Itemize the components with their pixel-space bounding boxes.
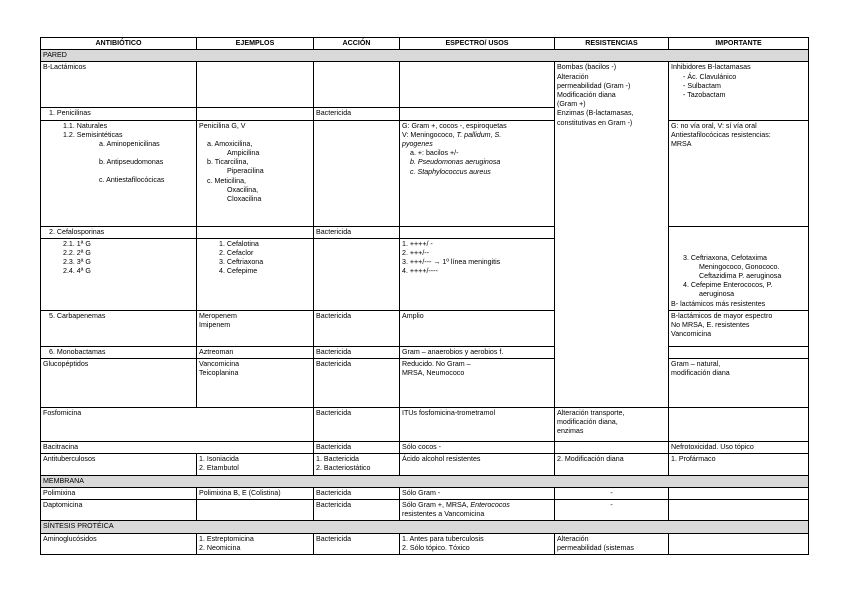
section-row-pared — [41, 50, 809, 62]
penicilinas-ejemplos: Penicilina G, V a. Amoxicilina, Ampicilina b. Ticarcilina, Piperacilina c. Meticilina, Oxacilina, Cloxacilina — [197, 120, 314, 226]
bacitracina-label: Bacitracina — [41, 442, 314, 454]
cefalosporinas-importante: 3. Ceftriaxona, Cefotaxima Meningococo, Gonococo. Ceftazidima P. aeruginosa 4. Cefepime Enterococos, P. aeruginosa B- lactámicos más resistentes — [669, 226, 809, 310]
section-title: PARED — [41, 50, 809, 62]
table-row — [41, 442, 809, 454]
polimixina-label: Polimixina — [41, 487, 197, 499]
section-title: SÍNTESIS PROTÉICA — [41, 521, 809, 533]
table-row — [41, 310, 809, 346]
cefalosporinas-accion: Bactericida — [314, 226, 400, 238]
header-importante: IMPORTANTE — [669, 38, 809, 50]
penicilinas-importante: G: no vía oral, V: sí vía oral Antiestafilocócicas resistencias: MRSA — [669, 120, 809, 226]
carbapenemas-espectro: Amplio — [400, 310, 555, 346]
antituberculosos-resistencias: 2. Modificación diana — [555, 454, 669, 475]
cefalosporinas-espectro: 1. ++++/ - 2. +++/-- 3. +++/--- → 1º línea meningitis 4. ++++/---- — [400, 238, 555, 310]
table-row — [41, 408, 809, 442]
table-row — [41, 533, 809, 554]
header-ejemplos: EJEMPLOS — [197, 38, 314, 50]
header-antibiotico: ANTIBIÓTICO — [41, 38, 197, 50]
glucopeptidos-ejemplos: Vancomicina Teicoplanina — [197, 359, 314, 408]
penicilinas-label: 1. Penicilinas — [41, 108, 197, 120]
antibiotics-table — [40, 37, 809, 555]
carbapenemas-label: 5. Carbapenemas — [41, 310, 197, 346]
daptomicina-resistencias: - — [555, 500, 669, 521]
table-row — [41, 454, 809, 475]
fosfomicina-espectro: ITUs fosfomicina-trometramol — [400, 408, 555, 442]
betalactamicos-label: B-Lactámicos — [41, 62, 197, 108]
penicilinas-accion: Bactericida — [314, 108, 400, 120]
monobactamas-espectro: Gram – anaerobios y aerobios f. — [400, 346, 555, 358]
glucopeptidos-label: Glucopéptidos — [41, 359, 197, 408]
aminoglucosidos-resistencias: Alteración permeabilidad (sistemas — [555, 533, 669, 554]
table-row — [41, 226, 809, 238]
glucopeptidos-accion: Bactericida — [314, 359, 400, 408]
section-row-sintesis — [41, 521, 809, 533]
bacitracina-accion: Bactericida — [314, 442, 400, 454]
bacitracina-espectro: Sólo cocos - — [400, 442, 555, 454]
table-row — [41, 120, 809, 226]
header-resistencias: RESISTENCIAS — [555, 38, 669, 50]
table-row — [41, 359, 809, 408]
table-row — [41, 346, 809, 358]
antituberculosos-label: Antituberculosos — [41, 454, 197, 475]
cefalosporinas-generaciones: 2.1. 1ª G 2.2. 2ª G 2.3. 3ª G 2.4. 4ª G — [41, 238, 197, 310]
antituberculosos-espectro: Ácido alcohol resistentes — [400, 454, 555, 475]
carbapenemas-importante: B-lactámicos de mayor espectro No MRSA, E. resistentes Vancomicina — [669, 310, 809, 346]
fosfomicina-label: Fosfomicina — [41, 408, 314, 442]
glucopeptidos-espectro: Reducido. No Gram – MRSA, Neumococo — [400, 359, 555, 408]
carbapenemas-accion: Bactericida — [314, 310, 400, 346]
header-row — [41, 38, 809, 50]
carbapenemas-ejemplos: Meropenem Imipenem — [197, 310, 314, 346]
daptomicina-accion: Bactericida — [314, 500, 400, 521]
penicilinas-espectro: G: Gram +, cocos -, espiroquetas V: Meningococo, T. pallidum, S. pyogenes a. +: bacilos +/- b. Pseudomonas aeruginosa c. Staphylococcus aureus — [400, 120, 555, 226]
table-row — [41, 487, 809, 499]
aminoglucosidos-ejemplos: 1. Estreptomicina 2. Neomicina — [197, 533, 314, 554]
header-accion: ACCIÓN — [314, 38, 400, 50]
fosfomicina-accion: Bactericida — [314, 408, 400, 442]
fosfomicina-resistencias: Alteración transporte, modificación diana, enzimas — [555, 408, 669, 442]
section-title: MEMBRANA — [41, 475, 809, 487]
daptomicina-label: Daptomicina — [41, 500, 197, 521]
polimixina-espectro: Sólo Gram - — [400, 487, 555, 499]
betalactam-resistencias: Bombas (bacilos -) Alteración permeabilidad (Gram -) Modificación diana (Gram +) Enzimas (B-lactamasas, constitutivas en Gram -) — [555, 62, 669, 408]
cefalosporinas-ejemplos: 1. Cefalotina 2. Cefaclor 3. Ceftriaxona 4. Cefepime — [197, 238, 314, 310]
section-row-membrana — [41, 475, 809, 487]
polimixina-accion: Bactericida — [314, 487, 400, 499]
monobactamas-accion: Bactericida — [314, 346, 400, 358]
bacitracina-importante: Nefrotoxicidad. Uso tópico — [669, 442, 809, 454]
aminoglucosidos-espectro: 1. Antes para tuberculosis 2. Sólo tópico. Tóxico — [400, 533, 555, 554]
penicilinas-subtypes: 1.1. Naturales 1.2. Semisintéticas a. Aminopenicilinas b. Antipseudomonas c. Antiestafilocócicas — [41, 120, 197, 226]
aminoglucosidos-label: Aminoglucósidos — [41, 533, 197, 554]
table-row — [41, 500, 809, 521]
header-espectro: ESPECTRO/ USOS — [400, 38, 555, 50]
antituberculosos-ejemplos: 1. Isoniacida 2. Etambutol — [197, 454, 314, 475]
table-row — [41, 62, 809, 108]
polimixina-resistencias: - — [555, 487, 669, 499]
monobactamas-ejemplo: Aztreoman — [197, 346, 314, 358]
monobactamas-label: 6. Monobactamas — [41, 346, 197, 358]
daptomicina-espectro: Sólo Gram +, MRSA, Enterococos resistentes a Vancomicina — [400, 500, 555, 521]
cefalosporinas-label: 2. Cefalosporinas — [41, 226, 197, 238]
aminoglucosidos-accion: Bactericida — [314, 533, 400, 554]
glucopeptidos-resistencias: Gram – natural, modificación diana — [669, 359, 809, 408]
betalactam-importante: Inhibidores B-lactamasas - Ác. Clavulánico - Sulbactam - Tazobactam — [669, 62, 809, 120]
antituberculosos-importante: 1. Profármaco — [669, 454, 809, 475]
polimixina-ejemplo: Polimixina B, E (Colistina) — [197, 487, 314, 499]
antituberculosos-accion: 1. Bactericida 2. Bacteriostático — [314, 454, 400, 475]
